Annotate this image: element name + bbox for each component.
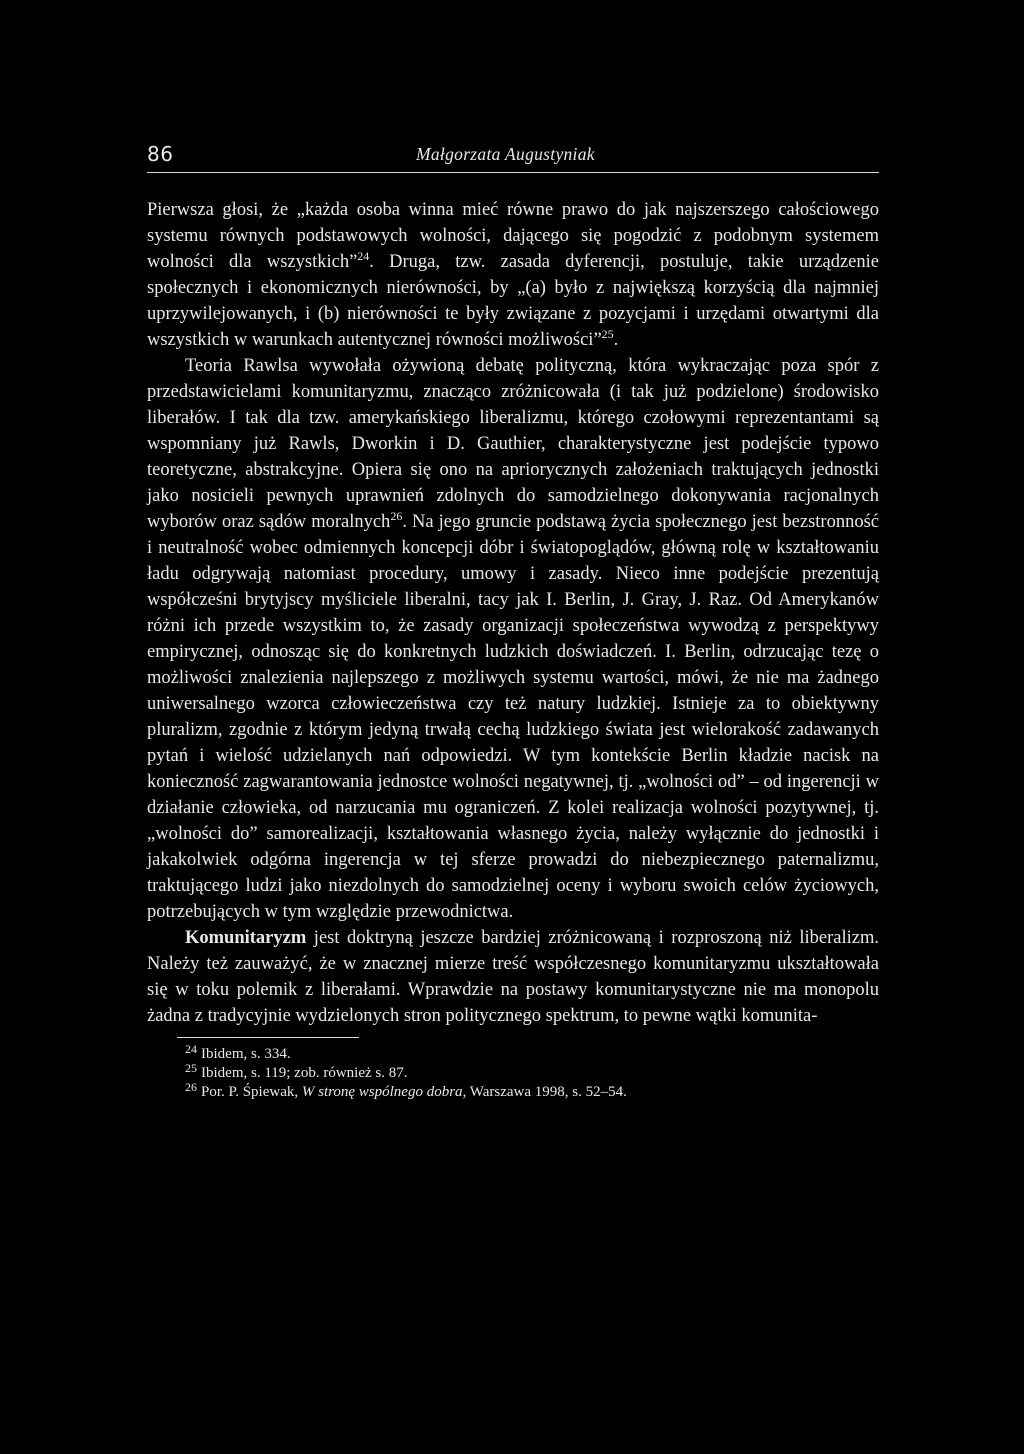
paragraph-text: . Na jego gruncie podstawą życia społecznego jest bezstronność i neutralność wobec odmiennych koncepcji dóbr i światopoglądów, główną rolę w kształtowaniu ładu odgrywają natomiast procedury, umowy i zasady. Nieco inne podejście prezentują współcześni brytyjscy myśliciele liberalni, tacy jak I. Berlin, J. Gray, J. Raz. Od Amerykanów różni ich przede wszystkim to, że zasady organizacji społeczeństwa wywodzą z perspektywy empirycznej, odnosząc się do konkretnych ludzkich doświadczeń. I. Berlin, odrzucając tezę o możliwości znalezienia najlepszego z możliwych systemu wartości, mówi, że nie ma żadnego uniwersalnego wzorca człowieczeństwa czy też natury ludzkiej. Istnieje za to obiektywny pluralizm, zgodnie z którym jedyną trwałą cechą ludzkiego świata jest wielorakość zadawanych pytań i wielość udzielanych nań odpowiedzi. W tym kontekście Berlin kładzie nacisk na konieczność zagwarantowania jednostce wolności negatywnej, tj. „wolności od” – od ingerencji w działanie człowieka, od narzucania mu ograniczeń. Z kolei realizacja wolności pozytywnej, tj. „wolności do” samorealizacji, kształtowania własnego życia, należy wyłącznie do jednostki i jakakolwiek odgórna ingerencja w tej sferze prowadzi do niebezpiecznego paternalizmu, traktującego ludzi jako niezdolnych do samodzielnej oceny i wyboru swoich celów życiowych, potrzebujących w tym względzie przewodnictwa. <box>147 512 879 922</box>
page-header <box>147 142 879 173</box>
footnote-ref-26: 26 <box>390 509 403 523</box>
footnote-24 <box>147 1042 879 1064</box>
bold-term: Komunitaryzm <box>185 928 307 948</box>
paragraph-3 <box>147 925 879 1029</box>
paragraph-text: jest doktryną jeszcze bardziej zróżnicowaną i rozproszoną niż liberalizm. Należy też zauważyć, że w znacznej mierze treść współczesnego komunitaryzmu ukształtowała się w toku polemik z liberałami. Wprawdzie na postawy komunitarystyczne nie ma monopolu żadna z tradycyjnie wydzielonych stron politycznego spektrum, to pewne wątki komunita- <box>147 928 879 1026</box>
book-page <box>147 142 879 1102</box>
footnote-ref-25: 25 <box>601 327 614 341</box>
running-head-author: Małgorzata Augustyniak <box>416 144 595 164</box>
paragraph-text: . Druga, tzw. zasada dyferencji, postuluje, takie urządzenie społecznych i ekonomicznych nierówności, by „(a) było z największą korzyścią dla najmniej uprzywilejowanych, i (b) nierówności te były związane z pozycjami i urzędami otwartymi dla wszystkich w warunkach autentycznej równości możliwości” <box>147 252 879 350</box>
footnotes <box>147 1037 879 1102</box>
footnote-text: , Warszawa 1998, s. 52–54. <box>462 1084 627 1100</box>
paragraph-1 <box>147 197 879 353</box>
footnote-separator <box>177 1037 359 1038</box>
footnote-26 <box>147 1080 879 1102</box>
page-number: 86 <box>147 142 174 166</box>
paragraph-text: Pierwsza głosi, że „każda osoba winna mieć równe prawo do jak najszerszego całościowego systemu równych podstawowych wolności, dającego się pogodzić z podobnym systemem wolności dla wszystkich” <box>147 200 879 272</box>
footnote-book-title: W stronę wspólnego dobra <box>301 1084 463 1100</box>
footnote-number: 26 <box>185 1080 197 1094</box>
paragraph-text: . <box>613 330 619 350</box>
footnote-text: Ibidem, s. 334. <box>201 1046 291 1062</box>
paragraph-text: Teoria Rawlsa wywołała ożywioną debatę polityczną, która wykraczając poza spór z przedstawicielami komunitaryzmu, znacząco zróżnicowała (i tak już podzielone) środowisko liberałów. I tak dla tzw. amerykańskiego liberalizmu, którego czołowymi reprezentantami są wspomniany już Rawls, Dworkin i D. Gauthier, charakterystyczne jest podejście typowo teoretyczne, abstrakcyjne. Opiera się ono na apriorycznych założeniach traktujących jednostki jako nosicieli pewnych uprawnień zdolnych do samodzielnego dokonywania racjonalnych wyborów oraz sądów moralnych <box>147 356 879 532</box>
footnote-number: 25 <box>185 1061 197 1075</box>
footnote-number: 24 <box>185 1042 197 1056</box>
main-text <box>147 197 879 1029</box>
footnote-text: Ibidem, s. 119; zob. również s. 87. <box>201 1065 408 1081</box>
footnote-ref-24: 24 <box>357 249 370 263</box>
footnote-25 <box>147 1061 879 1083</box>
paragraph-2 <box>147 353 879 925</box>
footnote-text: Por. P. Śpiewak, <box>201 1084 302 1100</box>
